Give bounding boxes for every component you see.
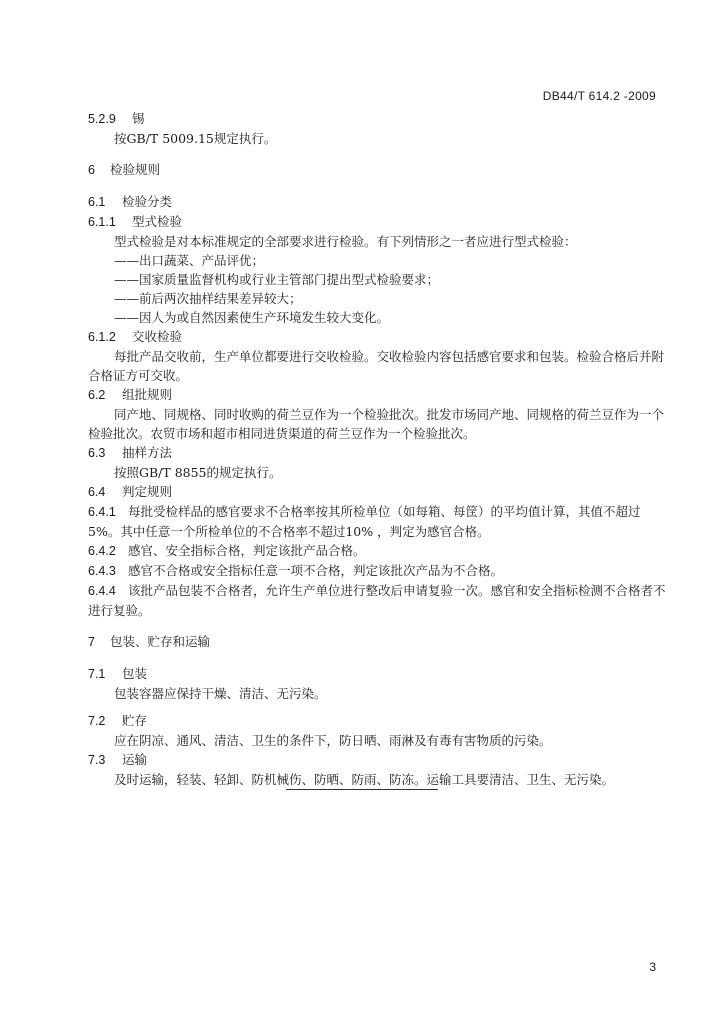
section-6-3-text: 按照GB/T 8855的规定执行。 xyxy=(114,465,282,480)
section-number: 7.3 xyxy=(88,753,106,767)
section-number: 6.2 xyxy=(88,388,106,402)
section-number: 6.4.3 xyxy=(88,564,116,578)
section-title: 检验分类 xyxy=(121,194,172,209)
section-title: 型式检验 xyxy=(131,214,182,229)
section-number: 6.1.2 xyxy=(88,330,116,344)
section-number: 7.1 xyxy=(88,667,106,681)
end-divider xyxy=(286,789,438,790)
section-number: 6.4 xyxy=(88,485,106,499)
section-7-2-heading xyxy=(88,711,666,731)
section-text: 每批受检样品的感官要求不合格率按其所检单位（如每箱、每筐）的平均值计算，其值不超过5%。其中任意一个所检单位的不合格率不超过10% ，判定为感官合格。 xyxy=(88,504,641,539)
section-number: 5.2.9 xyxy=(88,112,116,126)
section-number: 6.4.2 xyxy=(88,544,116,558)
section-title: 运输 xyxy=(121,752,147,767)
document-body xyxy=(88,109,666,789)
section-6-2-heading xyxy=(88,385,666,405)
section-number: 6.4.1 xyxy=(88,505,116,519)
chapter-7-heading xyxy=(88,632,666,652)
section-title: 抽样方法 xyxy=(121,445,172,460)
section-title: 交收检验 xyxy=(131,329,182,344)
section-6-1-heading xyxy=(88,192,666,212)
section-6-2-text: 同产地、同规格、同时收购的荷兰豆作为一个检验批次。批发市场同产地、同规格的荷兰豆作为一个检验批次。农贸市场和超市相同进货渠道的荷兰豆作为一个检验批次。 xyxy=(88,407,665,441)
section-6-1-2-text: 每批产品交收前，生产单位都要进行交收检验。交收检验内容包括感官要求和包装。检验合格后并附合格证方可交收。 xyxy=(88,349,665,383)
section-title: 判定规则 xyxy=(121,484,172,499)
chapter-title: 包装、贮存和运输 xyxy=(109,634,210,649)
section-6-1-2-heading xyxy=(88,327,666,347)
section-text: 感官、安全指标合格，判定该批产品合格。 xyxy=(128,543,366,558)
section-6-1-1-intro: 型式检验是对本标准规定的全部要求进行检验。有下列情形之一者应进行型式检验： xyxy=(114,234,577,249)
section-text: 感官不合格或安全指标任意一项不合格，判定该批次产品为不合格。 xyxy=(128,563,504,578)
page-number: 3 xyxy=(649,960,656,974)
section-6-4-4 xyxy=(88,581,666,620)
section-6-1-1-heading xyxy=(88,212,666,232)
section-7-3-heading xyxy=(88,750,666,770)
chapter-number: 7 xyxy=(88,635,95,649)
chapter-number: 6 xyxy=(88,163,95,177)
list-item: ——前后两次抽样结果差异较大； xyxy=(114,291,302,306)
section-7-3-text: 及时运输，轻装、轻卸、防机械伤、防晒、防雨、防冻。运输工具要清洁、卫生、无污染。 xyxy=(114,772,615,787)
section-number: 7.2 xyxy=(88,714,106,728)
list-item: ——国家质量监督机构或行业主管部门提出型式检验要求； xyxy=(114,272,440,287)
section-number: 6.1 xyxy=(88,195,106,209)
standard-code: DB44/T 614.2 -2009 xyxy=(542,89,656,103)
list-item: ——出口蔬菜、产品评优； xyxy=(114,253,265,268)
section-title: 贮存 xyxy=(121,713,147,728)
section-7-1-heading xyxy=(88,664,666,684)
section-7-2-text: 应在阴凉、通风、清洁、卫生的条件下，防日晒、雨淋及有毒有害物质的污染。 xyxy=(114,733,552,748)
section-number: 6.1.1 xyxy=(88,215,116,229)
section-6-4-3 xyxy=(88,561,666,581)
section-6-4-heading xyxy=(88,482,666,502)
section-text: 该批产品包装不合格者，允许生产单位进行整改后申请复验一次。感官和安全指标检测不合格者不进行复验。 xyxy=(88,583,666,618)
section-6-4-2 xyxy=(88,541,666,561)
section-number: 6.3 xyxy=(88,446,106,460)
section-5-2-9-text: 按GB/T 5009.15规定执行。 xyxy=(114,131,277,146)
section-5-2-9-heading xyxy=(88,109,666,129)
chapter-6-heading xyxy=(88,160,666,180)
section-6-3-heading xyxy=(88,443,666,463)
section-title: 包装 xyxy=(121,666,147,681)
section-number: 6.4.4 xyxy=(88,584,116,598)
list-item: ——因人为或自然因素使生产环境发生较大变化。 xyxy=(114,310,390,325)
section-title: 锡 xyxy=(131,111,145,126)
chapter-title: 检验规则 xyxy=(109,162,160,177)
section-6-4-1 xyxy=(88,502,666,541)
section-7-1-text: 包装容器应保持干燥、清洁、无污染。 xyxy=(114,686,327,701)
section-title: 组批规则 xyxy=(121,387,172,402)
